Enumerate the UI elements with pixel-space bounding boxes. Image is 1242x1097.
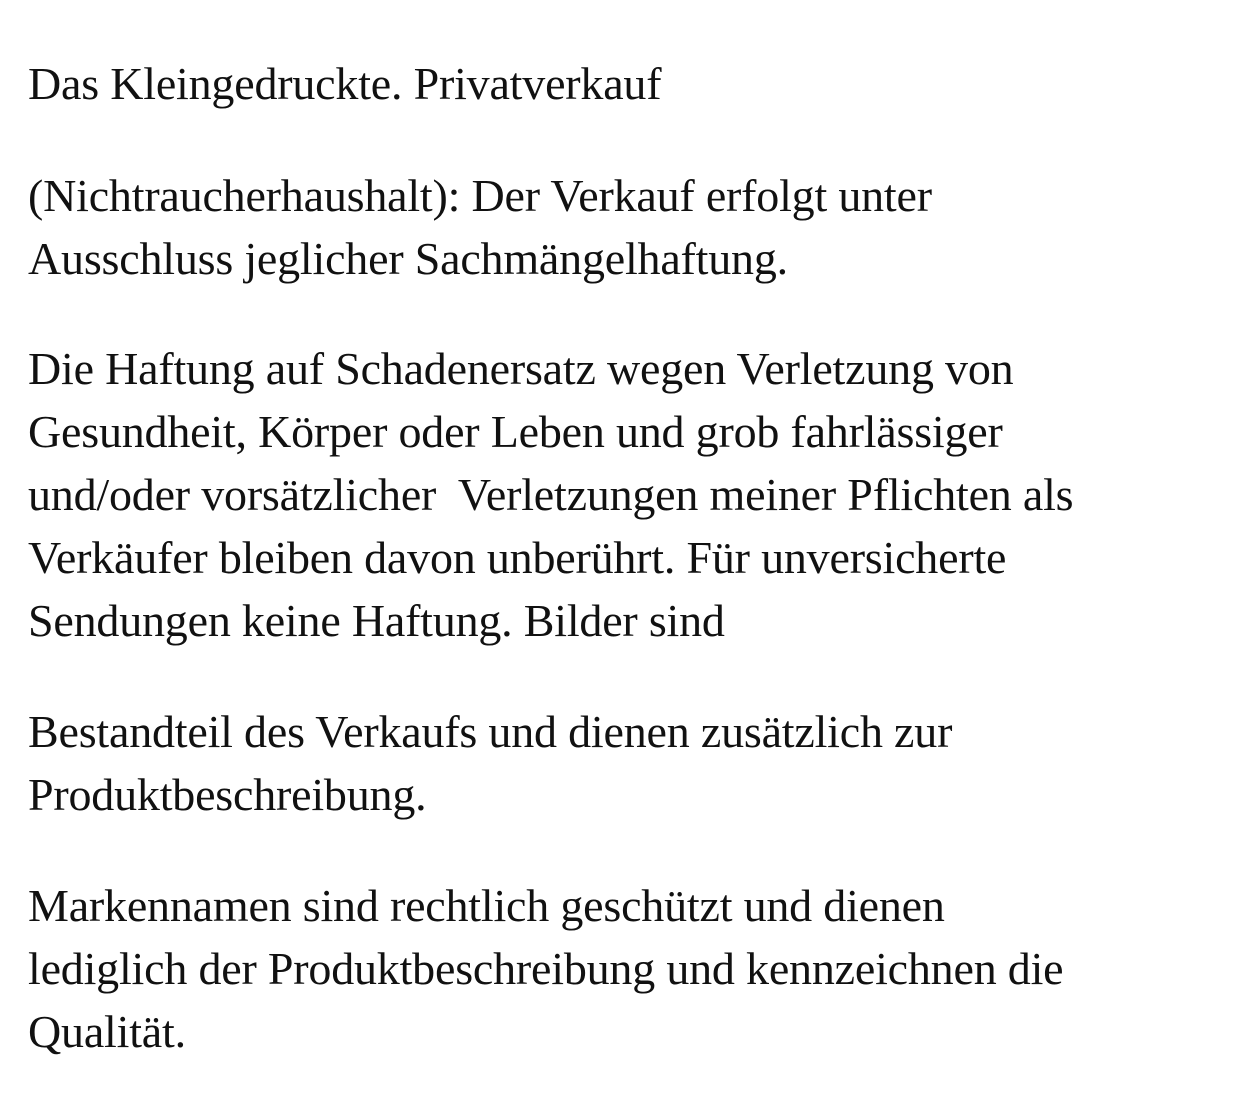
paragraph-4-line-3: Qualität. [28, 1006, 186, 1057]
paragraph-4-line-2: lediglich der Produktbeschreibung und kennzeichnen die [28, 943, 1064, 994]
paragraph-4-line-1: Markennamen sind rechtlich geschützt und dienen [28, 880, 945, 931]
paragraph-1-line-1: (Nichtraucherhaushalt): Der Verkauf erfolgt unter [28, 170, 932, 221]
document-heading: Das Kleingedruckte. Privatverkauf [28, 58, 662, 109]
paragraph-3-line-1: Bestandteil des Verkaufs und dienen zusätzlich zur [28, 706, 953, 757]
paragraph-2-line-1: Die Haftung auf Schadenersatz wegen Verletzung von [28, 343, 1014, 394]
paragraph-2-line-2: Gesundheit, Körper oder Leben und grob fahrlässiger [28, 406, 1003, 457]
paragraph-1-line-2: Ausschluss jeglicher Sachmängelhaftung. [28, 233, 788, 284]
paragraph-3-line-2: Produktbeschreibung. [28, 769, 427, 820]
paragraph-2-line-4: Verkäufer bleiben davon unberührt. Für unversicherte [28, 532, 1007, 583]
paragraph-2-line-5: Sendungen keine Haftung. Bilder sind [28, 595, 725, 646]
paragraph-2-line-3: und/oder vorsätzlicher Verletzungen meiner Pflichten als [28, 469, 1074, 520]
